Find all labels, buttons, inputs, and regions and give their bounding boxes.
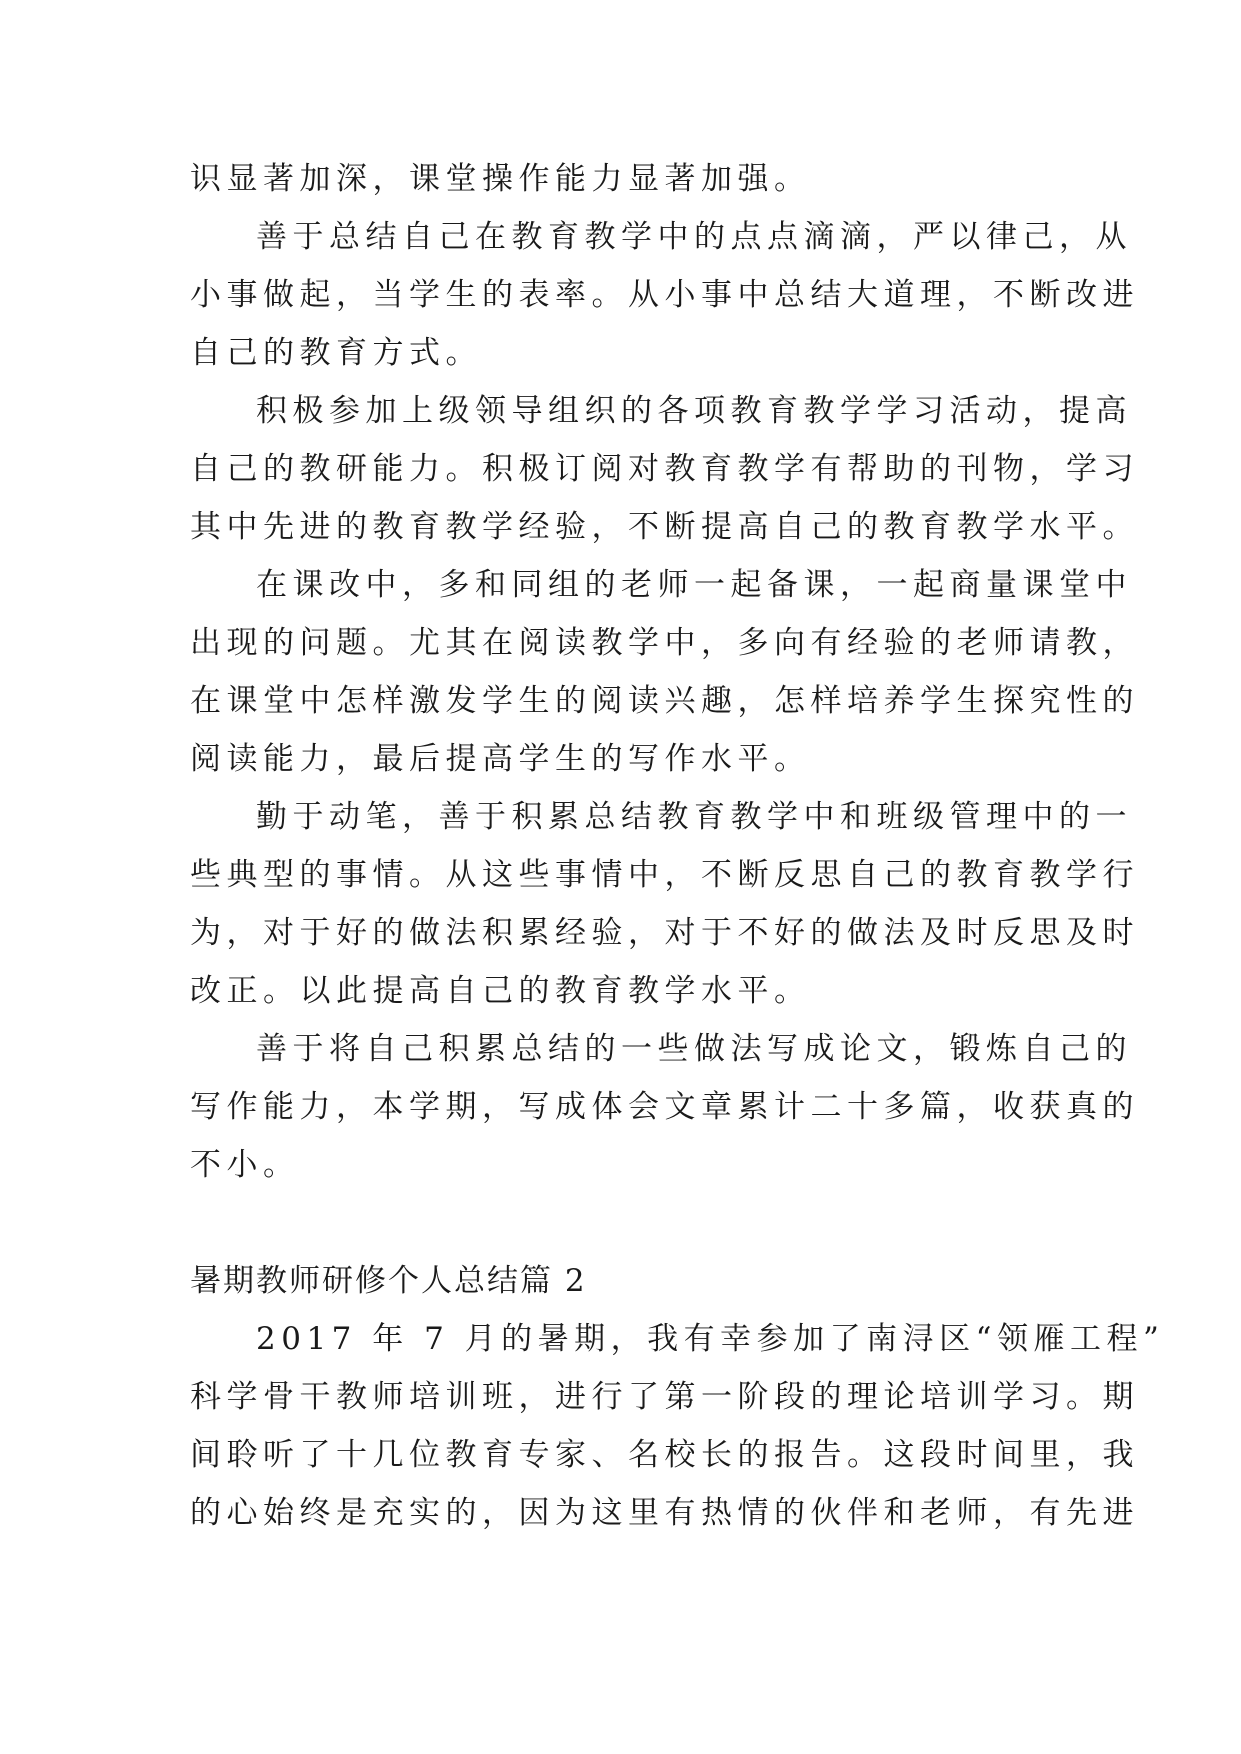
paragraph-line: 小事做起，当学生的表率。从小事中总结大道理，不断改进 <box>190 277 1139 313</box>
document-page <box>190 150 1165 1542</box>
paragraph-line: 积极参加上级领导组织的各项教育教学学习活动，提高 <box>256 393 1132 429</box>
paragraph-line: 不小。 <box>190 1147 300 1183</box>
paragraph-line: 写作能力，本学期，写成体会文章累计二十多篇，收获真的 <box>190 1089 1139 1125</box>
paragraph-line: 些典型的事情。从这些事情中，不断反思自己的教育教学行 <box>190 857 1139 893</box>
paragraph-line: 的心始终是充实的，因为这里有热情的伙伴和老师，有先进 <box>190 1495 1139 1531</box>
paragraph-line: 阅读能力，最后提高学生的写作水平。 <box>190 741 811 777</box>
paragraph-line: 在课堂中怎样激发学生的阅读兴趣，怎样培养学生探究性的 <box>190 683 1139 719</box>
paragraph-line: 在课改中，多和同组的老师一起备课，一起商量课堂中 <box>256 567 1132 603</box>
paragraph-line: 为，对于好的做法积累经验，对于不好的做法及时反思及时 <box>190 915 1139 951</box>
paragraph-line: 识显著加深，课堂操作能力显著加强。 <box>190 161 811 197</box>
section-heading: 暑期教师研修个人总结篇 2 <box>190 1263 587 1299</box>
paragraph-line: 2017 年 7 月的暑期，我有幸参加了南浔区“领雁工程” <box>256 1321 1165 1357</box>
paragraph-line: 自己的教研能力。积极订阅对教育教学有帮助的刊物，学习 <box>190 451 1139 487</box>
paragraph-line: 间聆听了十几位教育专家、名校长的报告。这段时间里，我 <box>190 1437 1139 1473</box>
paragraph-line: 善于将自己积累总结的一些做法写成论文，锻炼自己的 <box>256 1031 1132 1067</box>
paragraph-line: 改正。以此提高自己的教育教学水平。 <box>190 973 811 1009</box>
paragraph-line: 其中先进的教育教学经验，不断提高自己的教育教学水平。 <box>190 509 1139 545</box>
paragraph-line: 善于总结自己在教育教学中的点点滴滴，严以律己，从 <box>256 219 1132 255</box>
paragraph-line: 出现的问题。尤其在阅读教学中，多向有经验的老师请教， <box>190 625 1139 661</box>
paragraph-line: 科学骨干教师培训班，进行了第一阶段的理论培训学习。期 <box>190 1379 1139 1415</box>
paragraph-line: 勤于动笔，善于积累总结教育教学中和班级管理中的一 <box>256 799 1132 835</box>
paragraph-line: 自己的教育方式。 <box>190 335 482 371</box>
